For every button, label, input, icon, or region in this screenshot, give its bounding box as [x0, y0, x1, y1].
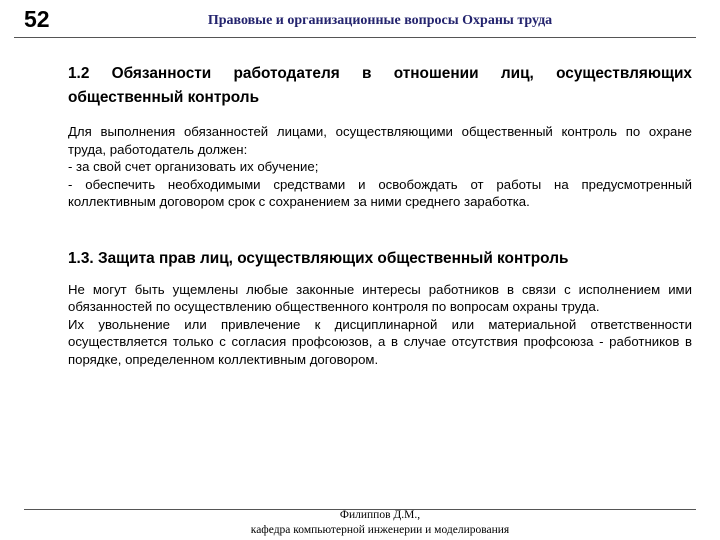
slide-content [68, 62, 692, 368]
footer-department: кафедра компьютерной инженерии и моделирования [250, 524, 510, 536]
section-1-2-item: - за свой счет организовать их обучение; [68, 159, 319, 174]
header-divider [14, 37, 696, 38]
section-1-2-item: - обеспечить необходимыми средствами и освобождать от работы на предусмотренный коллективным договором срок с сохранением за ними среднего заработка. [68, 176, 692, 209]
slide-number: 52 [24, 6, 50, 32]
slide-title: Правовые и организационные вопросы Охраны труда [207, 13, 553, 28]
section-1-3-paragraph: Не могут быть ущемлены любые законные интересы работников в связи с исполнением ими обязанностей по осуществлению общественного контроля по вопросам охраны труда. [68, 281, 692, 314]
section-heading-1-2: 1.2 Обязанности работодателя в отношении лиц, осуществляющих общественный контроль [68, 65, 692, 106]
section-heading-1-3: 1.3. Защита прав лиц, осуществляющих общественный контроль [68, 249, 569, 267]
footer [160, 508, 600, 538]
footer-author: Филиппов Д.М., [339, 509, 421, 521]
section-1-3-paragraph: Их увольнение или привлечение к дисциплинарной или материальной ответственности осуществляется только с согласия профсоюзов, а в случае отсутствия профсоюза - работников в порядке, определенном коллективным договором. [68, 316, 692, 367]
section-1-2-intro: Для выполнения обязанностей лицами, осуществляющими общественный контроль по охране труда, работодатель должен: [68, 124, 692, 157]
